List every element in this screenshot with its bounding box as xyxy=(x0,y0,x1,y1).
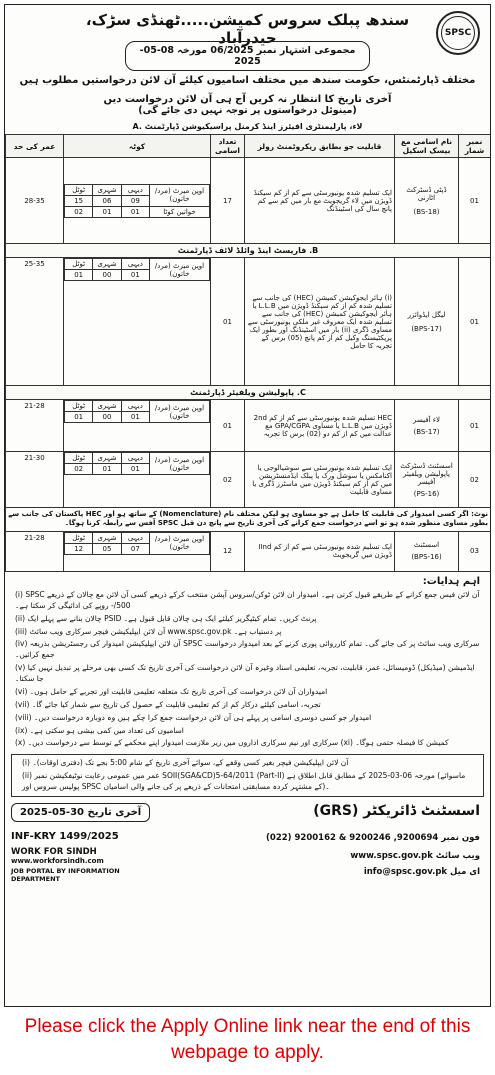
dept-c-row: C. پاپولیشن ویلفیئر ڈپارٹمنٹ xyxy=(6,386,491,400)
quota-table: اوپن میرٹ (مرد/خاتون) دیہی شہری ٹوٹل 01 01 02 xyxy=(64,452,210,475)
instruction-item: (iv) آن لائن ایپلیکیشن امیدوار کی رجسٹریشن بذریعہ SPSC سرکاری ویب سائٹ پر کی جائے گی۔ تمام کارروائی پوری کرنے کے بعد امیدوار درخواست جمع کرائیں۔ xyxy=(15,639,480,660)
row-age: 28-35 xyxy=(6,158,64,244)
quota-table: اوپن میرٹ (مرد/خاتون) دیہی شہری ٹوٹل 01 00 01 xyxy=(64,400,210,423)
instructions-title: اہم ہدایات: xyxy=(422,575,480,587)
dept-a-title: A. لاء، پارلیمنٹری افیئرز اینڈ کرمنل پراسیکیوشن ڈپارٹمنٹ xyxy=(132,122,363,131)
note-box-item: (i) آن لائن ایپلیکیشن فیچر بغیر کسی وقفے کے، سوائے آخری تاریخ کے شام 5:00 بجے تک (دفتری اوقات)۔ xyxy=(22,758,349,768)
table-row: 01 لیگل ایڈوائزر (BPS-17) (i) ہائر ایجوکیشن کمیشن (HEC) کی جانب سے تسلیم شدہ کم از کم سیکنڈ ڈویژن میں L.L.B یا ہائر ایجوکیشن کمیشن (HEC) کی جانب سے تسلیم شدہ ایک معروف غیر ملکی یونیورسٹی سے مساوی ڈگری (ii) بار میں اسٹینڈنگ اور بطور ایک پریکٹیسنگ وکیل کم از کم پانچ (05) برس کے تجربہ کا حامل 01 اوپن میرٹ (مرد/خاتون) دیہی شہری ٹوٹل 01 00 01 25-35 xyxy=(6,258,491,386)
table-header-row xyxy=(6,135,491,158)
table-row: 02 اسسٹنٹ ڈسٹرکٹ پاپولیشن ویلفیئر آفیسر (PS-16) ایک تسلیم شدہ یونیورسٹی سے سوشیالوجی یا اکنامکس یا سوشل ورک یا پبلک ایڈمنسٹریشن میں کم از کم سیکنڈ ڈویژن میں ماسٹرز ڈگری یا مساوی قابلیت 02 اوپن میرٹ (مرد/خاتون) دیہی شہری ٹوٹل 01 01 02 21-30 xyxy=(6,452,491,508)
advertisement-sheet xyxy=(4,4,491,1007)
job-portal-credit: JOB PORTAL BY INFORMATION DEPARTMENT xyxy=(11,866,120,884)
dept-b-row: B. فاریسٹ اینڈ وائلڈ لائف ڈپارٹمنٹ xyxy=(6,244,491,258)
equivalence-note: نوٹ: اگر کسی امیدوار کی قابلیت کا حامل ہے جو مساوی ہو لیکن مختلف نام (Nomenclature) کے ساتھ ہو اور HEC پاکستان کی جانب سے بطور مساوی منظور شدہ ہو تو اسے درخواست جمع کرانے کی آخری تاریخ سے پانچ دن قبل SPSC آفس سے رابطہ کرنا ہوگا۔ xyxy=(6,508,491,532)
row-qualification: ایک تسلیم شدہ یونیورسٹی سے کم از کم سیکنڈ ڈویژن میں لاء گریجویٹ مع بار میں کم سے کم پانچ سال کی اسٹینڈنگ xyxy=(245,158,395,244)
quota-table: اوپن میرٹ (مرد/خاتون) دیہی شہری ٹوٹل 09 06 15 خواتین کوٹا 01 01 02 xyxy=(64,184,210,218)
col-quota: کوٹہ xyxy=(64,135,211,158)
manual-application-notice: (مینوئل درخواستوں پر توجہ نہیں دی جائے گی) xyxy=(138,105,357,116)
instruction-item: (ii) چالان بنانے سے پہلے ایک PSID پرنٹ کریں۔ تمام کیٹیگریز کیلئے ایک ہی چالان قابل قبول ہے۔ xyxy=(15,613,317,623)
col-count: تعداد اسامی xyxy=(211,135,245,158)
quota-type: اوپن میرٹ (مرد/خاتون) xyxy=(150,184,210,206)
last-date-badge: آخری تاریخ 30-05-2025 xyxy=(11,803,150,822)
col-sno: نمبر شمار xyxy=(459,135,491,158)
instructions-list xyxy=(5,589,490,750)
organization-name: سندھ پبلک سروس کمیشن.....ٹھنڈی سڑک، حیدرآباد xyxy=(85,11,410,47)
post-name: ڈپٹی ڈسٹرکٹ اٹارنی xyxy=(406,185,447,202)
quota-type-women: خواتین کوٹا xyxy=(150,206,210,217)
table-row: 01 لاء آفیسر (BS-17) HEC تسلیم شدہ یونیورسٹی سے کم از کم 2nd ڈویژن میں L.L.B یا مساوی GPA/CGPA مع عدالت میں کم از کم دو (02) برس کا تجربہ 01 اوپن میرٹ (مرد/خاتون) دیہی شہری ٹوٹل 01 00 01 21-28 xyxy=(6,400,491,452)
work-for-sindh-logo: WORK FOR SINDH www.workforsindh.com xyxy=(11,846,104,865)
col-post: نام اسامی مع بیسک اسکیل xyxy=(395,135,459,158)
phone-numbers: فون نمبر 9200694, 9200246 & 9200162 (022) xyxy=(266,832,480,843)
ad-header xyxy=(5,5,490,73)
ad-footer xyxy=(5,803,490,899)
note-row xyxy=(6,508,491,532)
instruction-item: (ix) اسامیوں کی تعداد میں کمی بیشی ہو سکتی ہے۔ xyxy=(15,725,184,735)
row-sno: 01 xyxy=(459,158,491,244)
instruction-item: (vii) تجربہ، اسامی کیلئے درکار کم از کم تعلیمی قابلیت کے حصول کی تاریخ سے شمار کیا جائے گا۔ xyxy=(15,699,321,709)
website: ویب سائٹ www.spsc.gov.pk xyxy=(350,850,480,861)
signer-title: اسسٹنٹ ڈائریکٹر (GRS) xyxy=(313,802,480,819)
instruction-item: (x) سرکاری اور نیم سرکاری اداروں میں زیر ملازمت امیدوار اپنے محکمے کے توسط سے درخواست دیں۔ (xi) کمیشن کا فیصلہ حتمی ہوگا۔ xyxy=(15,738,449,748)
row-post xyxy=(395,158,459,244)
col-age: عمر کی حد xyxy=(6,135,64,158)
post-scale: (BS-18) xyxy=(413,207,440,216)
instruction-item: (i) SPSC آن لائن فیس جمع کرانے کے طریقے قبول کرتی ہے۔ امیدوار ان لائن ٹوکن/سروس آپشن منتخب کرکے ذریعے کسی آن لائن مع چالان کے ذریعے 500/- روپے کی ادائیگی کر سکتا ہے۔ xyxy=(15,589,480,610)
table-row: 03 اسسٹنٹ (BPS-16) ایک تسلیم شدہ یونیورسٹی سے کم از کم IInd ڈویژن میں گریجویٹ 12 اوپن میرٹ (مرد/خاتون) دیہی شہری ٹوٹل 07 05 12 21-28 xyxy=(6,531,491,571)
spsc-seal-icon: SPSC xyxy=(436,11,480,55)
instruction-item: (v) ایڈمیشن (میڈیکل) ڈومیسائل، عمر، قابلیت، تجربہ، تعلیمی اسناد وغیرہ آن لائن درخواست کی آخری تاریخ تک کسی بھی مرحلے پر تبدیل نہیں کیا جا سکتا۔ xyxy=(15,663,475,683)
row-quota xyxy=(64,158,211,244)
quota-table: اوپن میرٹ (مرد/خاتون) دیہی شہری ٹوٹل 01 00 01 xyxy=(64,258,210,281)
table-body xyxy=(6,158,491,572)
posts-table xyxy=(5,134,491,572)
instruction-item: (vi) امیدواران آن لائن درخواست کی آخری تاریخ تک متعلقہ تعلیمی قابلیت اور تجربے کے حامل ہوں۔ xyxy=(15,686,328,696)
ad-number: مجموعی اشتہار نمبر 06/2025 مورخہ 08-05-2025 xyxy=(125,41,370,71)
quota-table: اوپن میرٹ (مرد/خاتون) دیہی شہری ٹوٹل 07 05 12 xyxy=(64,532,210,555)
ad-intro: مختلف ڈپارٹمنٹس، حکومت سندھ میں مختلف اسامیوں کیلئے آن لائن درخواستیں مطلوب ہیں xyxy=(19,75,476,86)
note-box-item: (ii) عمر میں عمومی رعایت نوٹیفکیشن نمبر SOII(SGA&CD)5-64/2011 (Part-II) مورخہ 06-03-2025 کے مطابق قابل اطلاق ہے (ماسوائے پولیس سروس اور SPSC کے مشتہر کردہ مسابقتی امتحانات کے ذریعے پر کی جانے والی اسامیاں)۔ xyxy=(22,771,466,791)
col-qualification: قابلیت جو بطابق ریکروٹمنٹ رولز xyxy=(245,135,395,158)
table-row xyxy=(6,158,491,244)
instruction-item: (iii) آن لائن ایپلیکیشن فیچر سرکاری ویب سائٹ www.spsc.gov.pk پر دستیاب ہے۔ xyxy=(15,626,282,636)
deadline-notice: آخری تاریخ کا انتظار نہ کریں آج ہی آن لائن درخواست دیں xyxy=(103,94,392,105)
instruction-item: (viii) امیدوار جو کسی دوسری اسامی پر پہلے ہی آن لائن درخواست جمع کرا چکے ہیں وہ دوبارہ درخواست دیں۔ xyxy=(15,712,372,722)
row-count: 17 xyxy=(211,158,245,244)
inf-number: INF-KRY 1499/2025 xyxy=(11,830,119,842)
email: info@spsc.gov.pk ای میل xyxy=(363,866,480,877)
apply-online-banner: Please click the Apply Online link near the end of this webpage to apply. xyxy=(24,1016,471,1063)
note-box xyxy=(11,754,484,797)
